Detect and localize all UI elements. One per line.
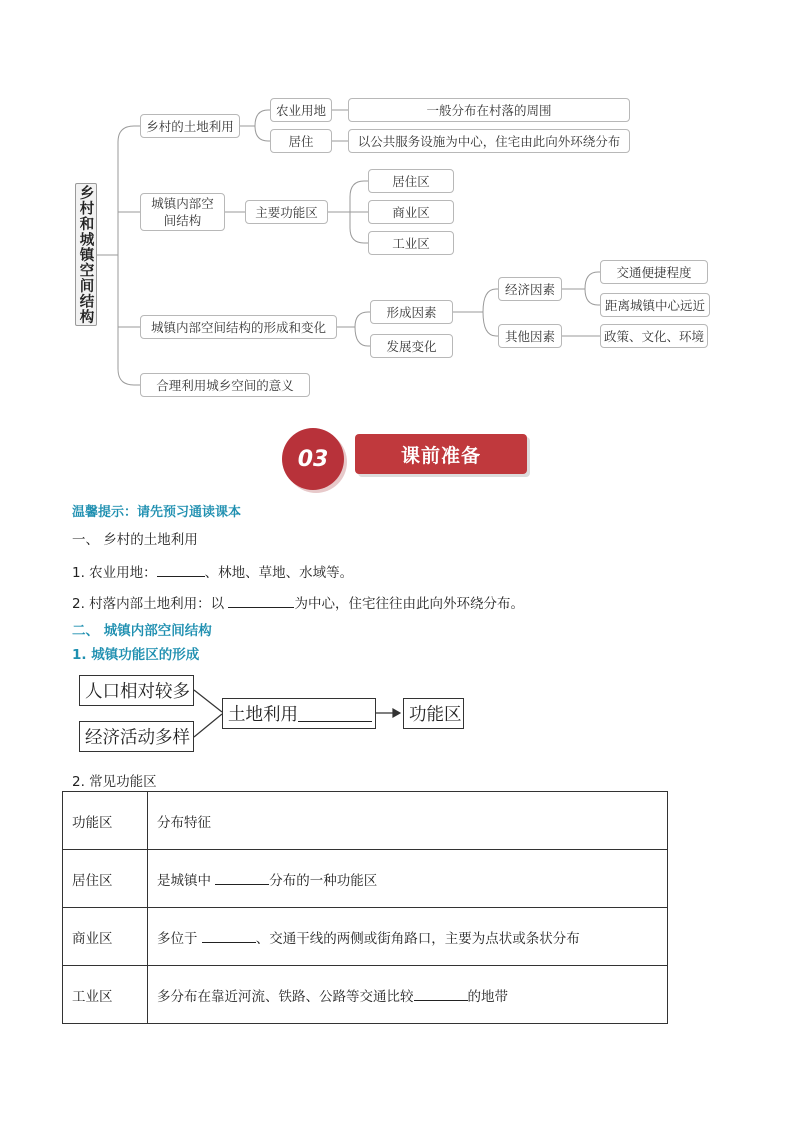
node-economic-factor: 经济因素 xyxy=(498,277,562,301)
node-other-factor: 其他因素 xyxy=(498,324,562,348)
feature-prefix: 多位于 xyxy=(157,930,202,947)
feature-blank[interactable] xyxy=(215,872,269,885)
table-row xyxy=(63,908,668,966)
flow-input-economy: 经济活动多样 xyxy=(79,721,194,752)
node-farmland-desc: 一般分布在村落的周围 xyxy=(348,98,630,122)
feature-prefix: 是城镇中 xyxy=(157,872,216,889)
node-formation-factor: 形成因素 xyxy=(370,300,453,324)
node-rural-land-use: 乡村的土地利用 xyxy=(140,114,240,138)
node-main-zones: 主要功能区 xyxy=(245,200,328,224)
item2-prefix: 2. 村落内部土地利用：以 xyxy=(72,596,229,612)
feature-suffix: 、交通干线的两侧或街角路口，主要为点状或条状分布 xyxy=(255,930,580,947)
node-commercial-zone: 商业区 xyxy=(368,200,454,224)
section-number: 03 xyxy=(297,446,329,472)
flow-land-use xyxy=(222,698,376,729)
node-farmland: 农业用地 xyxy=(270,98,332,122)
zone-name: 商业区 xyxy=(63,908,148,966)
node-residential-zone: 居住区 xyxy=(368,169,454,193)
item2-suffix: 为中心，住宅往往由此向外环绕分布。 xyxy=(294,596,524,612)
flow-land-use-blank[interactable] xyxy=(298,706,372,722)
part1-heading: 一、 乡村的土地利用 xyxy=(72,532,198,548)
node-residence: 居住 xyxy=(270,129,332,153)
zone-name: 工业区 xyxy=(63,966,148,1024)
item1-suffix: 、林地、草地、水域等。 xyxy=(204,565,354,581)
part2-heading: 二、 城镇内部空间结构 xyxy=(72,623,212,639)
node-residence-desc: 以公共服务设施为中心，住宅由此向外环绕分布 xyxy=(348,129,630,153)
feature-blank[interactable] xyxy=(202,930,256,943)
zone-feature xyxy=(148,908,668,966)
zone-name: 居住区 xyxy=(63,850,148,908)
node-distance-center: 距离城镇中心远近 xyxy=(600,293,710,317)
flow-input-population: 人口相对较多 xyxy=(79,675,194,706)
node-traffic-convenience: 交通便捷程度 xyxy=(600,260,708,284)
feature-prefix: 多分布在靠近河流、铁路、公路等交通比较 xyxy=(157,988,414,1005)
node-industrial-zone: 工业区 xyxy=(368,231,454,255)
function-zone-table xyxy=(62,791,668,1024)
section-title: 课前准备 xyxy=(400,444,481,467)
node-policy-culture: 政策、文化、环境 xyxy=(600,324,708,348)
feature-suffix: 分布的一种功能区 xyxy=(269,872,378,889)
table-header-row xyxy=(63,792,668,850)
mindmap-root-label: 乡村和城镇空间结构 xyxy=(77,184,94,325)
item1-prefix: 1. 农业用地： xyxy=(72,565,157,581)
flow-land-use-label: 土地利用 xyxy=(228,705,298,725)
reminder-tip: 温馨提示：请先预习通读课本 xyxy=(72,505,242,520)
table-row xyxy=(63,966,668,1024)
flow-output-zone: 功能区 xyxy=(403,698,464,729)
part2-sub2: 2. 常见功能区 xyxy=(72,774,157,790)
node-meaning: 合理利用城乡空间的意义 xyxy=(140,373,310,397)
header-feature: 分布特征 xyxy=(148,792,668,850)
table-row xyxy=(63,850,668,908)
node-urban-structure: 城镇内部空间结构 xyxy=(140,193,225,231)
node-development-change: 发展变化 xyxy=(370,334,453,358)
zone-feature xyxy=(148,966,668,1024)
feature-suffix: 的地带 xyxy=(467,988,508,1005)
node-formation-change: 城镇内部空间结构的形成和变化 xyxy=(140,315,337,339)
zone-feature xyxy=(148,850,668,908)
feature-blank[interactable] xyxy=(414,988,468,1001)
header-zone: 功能区 xyxy=(63,792,148,850)
part2-sub1: 1. 城镇功能区的形成 xyxy=(72,647,200,663)
